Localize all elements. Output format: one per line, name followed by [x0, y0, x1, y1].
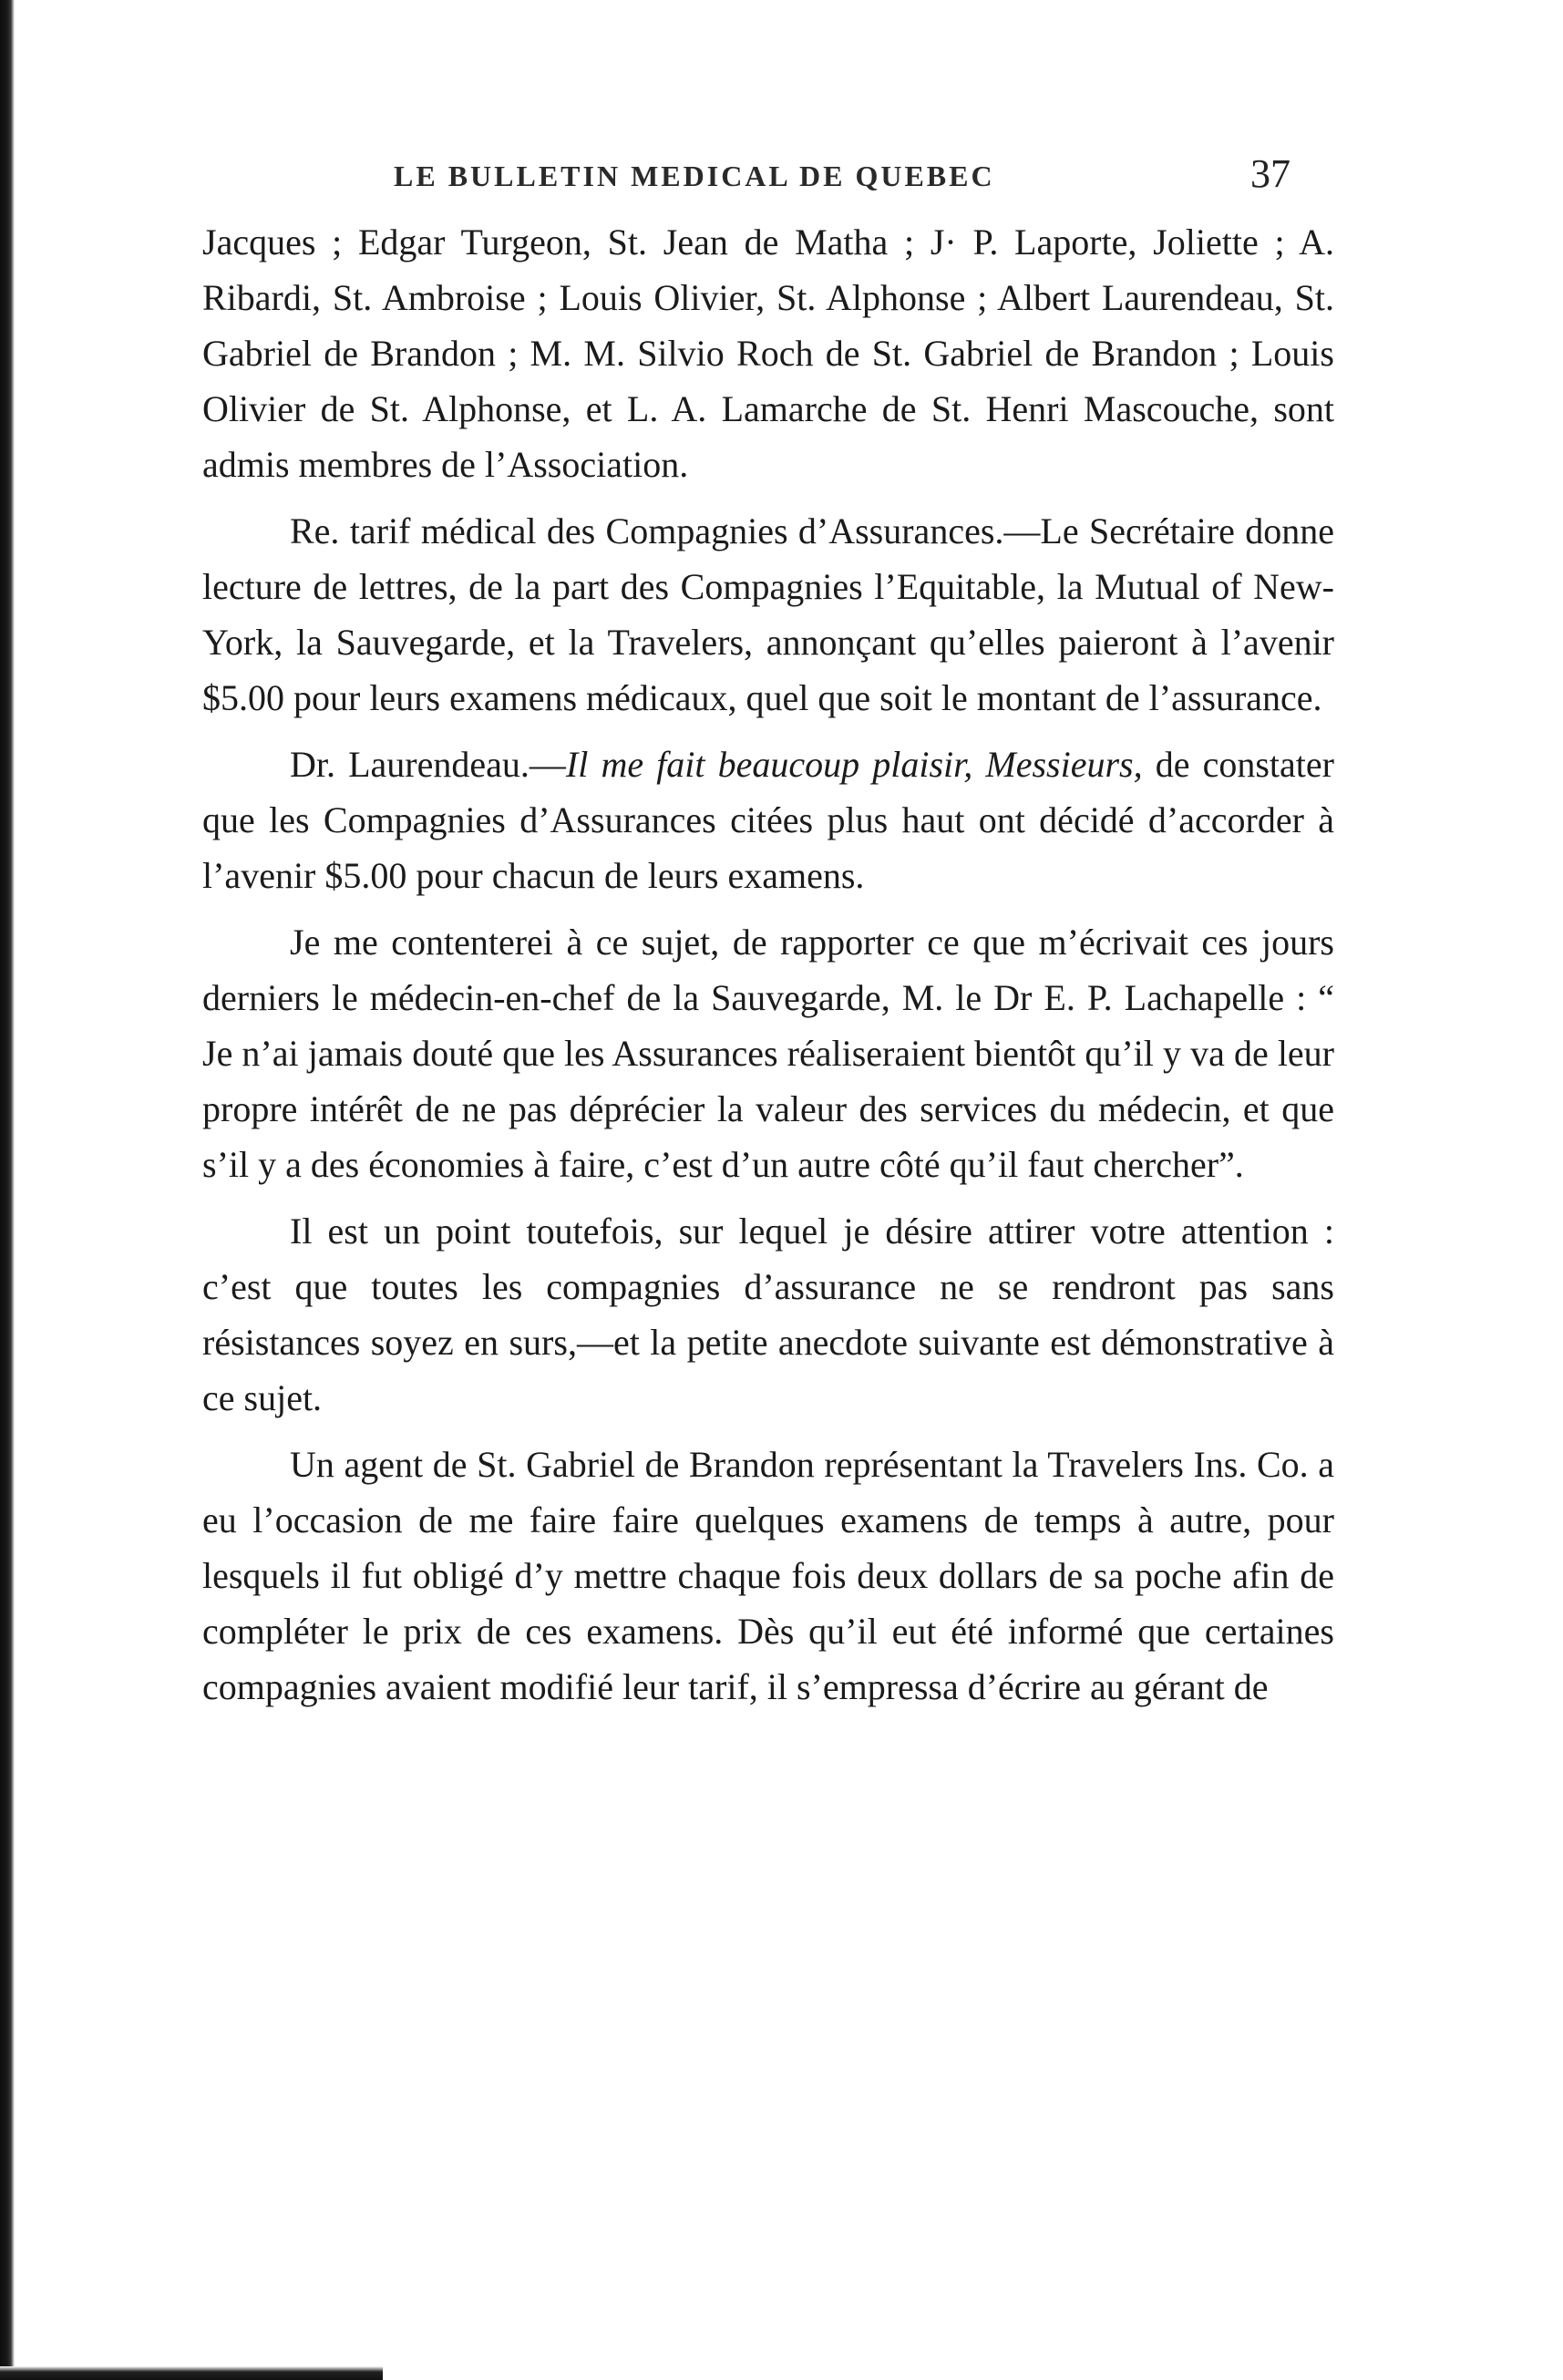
running-title: LE BULLETIN MEDICAL DE QUEBEC: [394, 160, 995, 192]
paragraph-attention: Il est un point toutefois, sur lequel je désire attirer votre attention : c’est que toutes les compagnies d’assurance ne se rendront pas sans résistances soyez en surs,—et la petite anecdote suivante est démonstrative à ce sujet.: [202, 1211, 1334, 1418]
page-number: 37: [1250, 151, 1291, 196]
speaker-name: Dr. Laurendeau.—: [290, 744, 566, 785]
paragraph-laurendeau: [202, 737, 1334, 903]
running-head: [202, 141, 1334, 205]
book-page: [202, 141, 1334, 1726]
speech-opening: Il me fait beaucoup plaisir, Messieurs,: [565, 744, 1143, 785]
paragraph-lachapelle: Je me contenterei à ce sujet, de rapporter ce que m’écrivait ces jours derniers le médecin-en-chef de la Sauvegarde, M. le Dr E. P. Lachapelle : “ Je n’ai jamais douté que les Assurances réaliseraient bientôt qu’il y va de leur propre intérêt de ne pas déprécier la valeur des services du médecin, et que s’il y a des économies à faire, c’est d’un autre côté qu’il faut chercher”.: [202, 922, 1334, 1185]
page-bottom-edge: [0, 2366, 383, 2380]
speech-rest: de constater que les Compagnies d’Assurances citées plus haut ont décidé d’accorder à l’avenir $5.00 pour chacun de leurs examens.: [202, 744, 1334, 896]
body-text: [202, 214, 1334, 1715]
paragraph-tarif: Re. tarif médical des Compagnies d’Assurances.—Le Secrétaire donne lecture de lettres, de la part des Compagnies l’Equitable, la Mutual of New-York, la Sauvegarde, et la Travelers, annonçant qu’elles paieront à l’avenir $5.00 pour leurs examens médicaux, quel que soit le montant de l’assurance.: [202, 510, 1334, 718]
paragraph-anecdote: Un agent de St. Gabriel de Brandon représentant la Travelers Ins. Co. a eu l’occasion de me faire faire quelques examens de temps à autre, pour lesquels il fut obligé d’y mettre chaque fois deux dollars de sa poche afin de compléter le prix de ces examens. Dès qu’il eut été informé que certaines compagnies avaient modifié leur tarif, il s’empressa d’écrire au gérant de: [202, 1444, 1334, 1707]
page-binding-edge: [0, 0, 15, 2380]
paragraph-members: Jacques ; Edgar Turgeon, St. Jean de Matha ; J· P. Laporte, Joliette ; A. Ribardi, St. Ambroise ; Louis Olivier, St. Alphonse ; Albert Laurendeau, St. Gabriel de Brandon ; M. M. Silvio Roch de St. Gabriel de Brandon ; Louis Olivier de St. Alphonse, et L. A. Lamarche de St. Henri Mascouche, sont admis membres de l’Association.: [202, 222, 1334, 485]
